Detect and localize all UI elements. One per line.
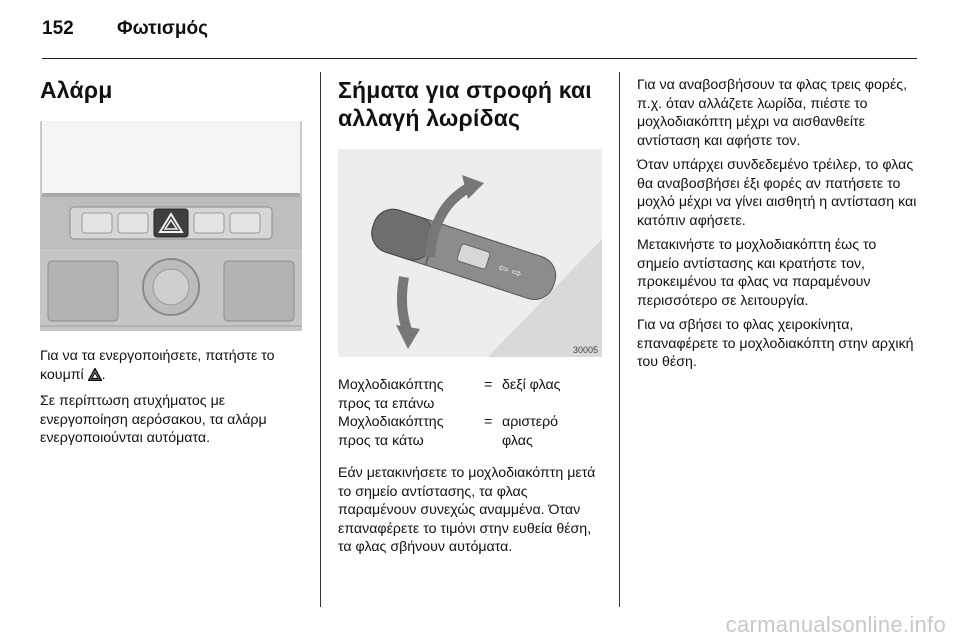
hazard-paragraph-2: Σε περίπτωση ατυχήματος με ενεργοποίηση αερόσακου, τα αλάρμ ενεργοποιούνται αυτόματα.	[40, 393, 267, 446]
svg-text:⇦ ⇨: ⇦ ⇨	[496, 260, 524, 281]
turn-signal-heading-line-2: αλλαγή λωρίδας	[338, 105, 521, 131]
hazard-warning-icon	[88, 368, 102, 387]
figure-number: 30005	[572, 345, 598, 355]
column-divider-2	[619, 72, 620, 607]
header-rule	[42, 58, 917, 59]
section-title: Φωτισμός	[117, 18, 208, 39]
lane-change-paragraph-1: Για να αναβοσβήσουν τα φλας τρεις φορές, π.χ. όταν αλλάζετε λωρίδα, πιέστε το μοχλοδιακόπτη μέχρι να αισθανθείτε αντίσταση και αφήστε τον.	[637, 77, 908, 149]
turn-signal-paragraph: Εάν μετακινήσετε το μοχλοδιακόπτη μετά το σημείο αντίστασης, τα φλας παραμένουν συνεχώς αναμμένα. Όταν επαναφέρετε το τιμόνι στην ευθεία θέση, τα φλας σβήνουν αυτόματα.	[338, 465, 596, 555]
column-turn-signals	[338, 76, 602, 557]
lever-drawing	[338, 149, 602, 357]
hazard-heading: Αλάρμ	[40, 77, 113, 103]
lane-change-paragraph-3: Μετακινήστε το μοχλοδιακόπτη έως το σημείο αντίστασης και κρατήστε τον, προκειμένου τα φλας να παραμένουν περισσότερο σε λειτουργία.	[637, 237, 877, 309]
column-divider-1	[320, 72, 321, 607]
definition-row-up	[338, 376, 602, 413]
hazard-instruction-end: .	[101, 366, 106, 383]
turn-signal-heading-line-1: Σήματα για στροφή και	[338, 77, 592, 103]
definition-row-down	[338, 413, 602, 450]
hazard-instruction-text: Για να τα ενεργοποιήσετε, πατήστε το κουμπί	[40, 348, 275, 383]
turn-signal-heading	[338, 76, 602, 132]
hazard-paragraph-1	[40, 347, 302, 386]
definition-value: δεξί φλας	[502, 377, 561, 393]
turn-signal-lever-illustration	[338, 149, 602, 357]
lever-definition-table	[338, 376, 602, 450]
definition-term: Μοχλοδιακόπτης προς τα επάνω	[338, 377, 444, 412]
watermark: carmanualsonline.info	[725, 612, 946, 637]
lane-change-paragraph-2: Όταν υπάρχει συνδεδεμένο τρέιλερ, το φλας θα αναβοσβήσει έξι φορές αν πατήσετε το μοχλό μέχρι να γίνει αισθητή η αντίσταση και κατόπιν αφήσετε.	[637, 157, 917, 229]
definition-term: Μοχλοδιακόπτης προς τα κάτω	[338, 414, 444, 449]
page-header	[42, 18, 922, 46]
page-number: 152	[42, 18, 74, 39]
dashboard-drawing	[40, 121, 302, 331]
definition-equals: =	[484, 377, 493, 393]
lane-change-paragraph-4: Για να σβήσει το φλας χειροκίνητα, επαναφέρετε το μοχλοδιακόπτη στην αρχική του θέση.	[637, 317, 914, 370]
definition-equals: =	[484, 414, 493, 430]
column-hazard-lights	[40, 76, 302, 448]
hazard-switch-illustration	[40, 121, 302, 331]
column-lane-change	[637, 76, 917, 372]
definition-value: αριστερό φλας	[502, 414, 559, 449]
